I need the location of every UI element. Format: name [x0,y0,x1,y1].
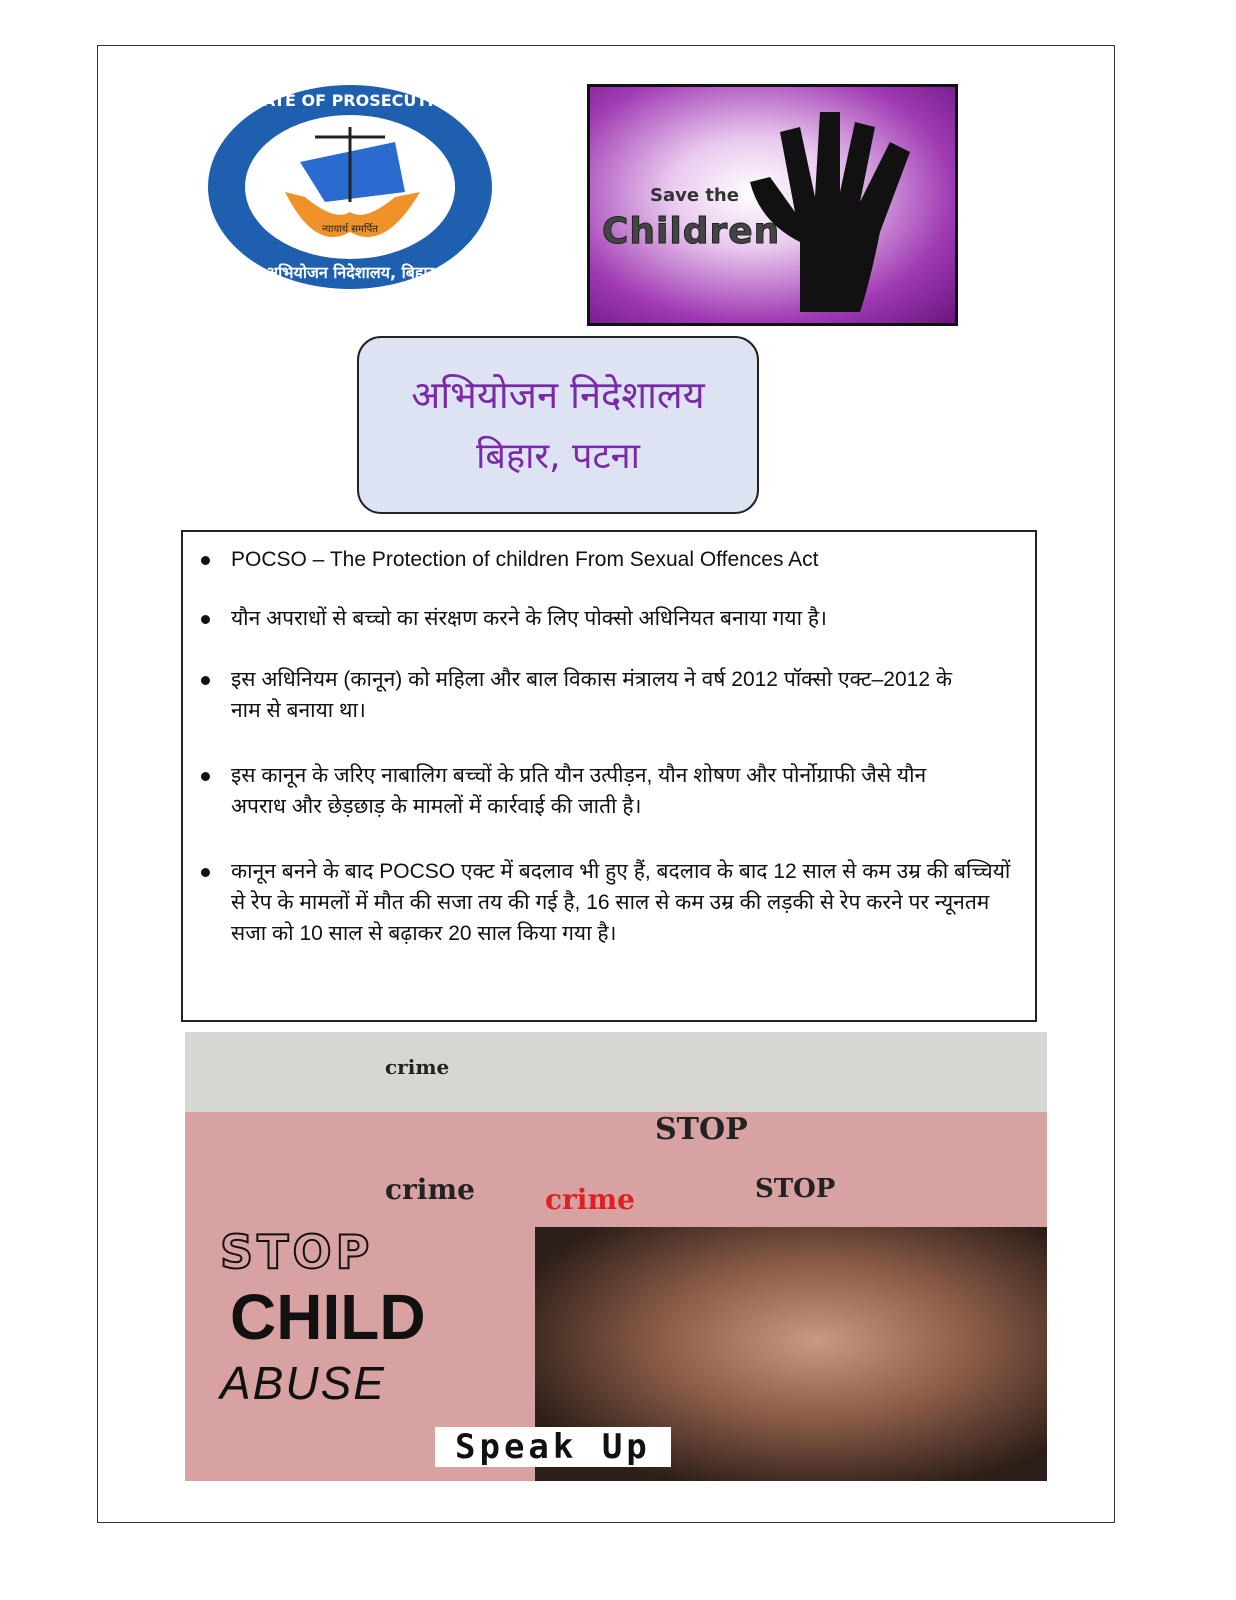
prosecution-logo [171,82,529,292]
title-line-2: बिहार, पटना [476,436,640,477]
logo-motto: न्यायार्थ समर्पित [321,224,379,235]
crime-word: crime [545,1183,635,1216]
info-bullet-list [181,530,1037,1022]
bullet-item: POCSO – The Protection of children From Sexual Offences Act [231,544,1017,575]
save-the-children-image [587,84,958,326]
save-the-text: Save the [650,185,739,206]
logo-outer-text: DIRECTORATE OF PROSECUTION, BIHAR [171,91,529,110]
children-text: Children [602,211,781,252]
poster-child: CHILD [230,1281,426,1353]
poster-stop: STOP [220,1225,374,1279]
crime-word: crime [385,1055,450,1079]
bullet-item: इस अधिनियम (कानून) को महिला और बाल विकास मंत्रालय ने वर्ष 2012 पॉक्सो एक्ट–2012 के नाम से बनाया था। [231,664,1017,726]
poster-top-band [185,1032,1047,1112]
stop-child-abuse-poster [185,1032,1047,1481]
bullet-item: इस कानून के जरिए नाबालिग बच्चों के प्रति यौन उत्पीड़न, यौन शोषण और पोर्नोग्राफी जैसे यौन अपराध और छेड़छाड़ के मामलों में कार्रवाई की जाती है। [231,760,1017,822]
bullet-item: यौन अपराधों से बच्चो का संरक्षण करने के लिए पोक्सो अधिनियत बनाया गया है। [231,603,1017,634]
poster-abuse: ABUSE [220,1357,386,1409]
stop-word: STOP [655,1112,748,1147]
crime-word: crime [385,1173,475,1206]
stop-word: STOP [755,1174,836,1204]
title-line-1: अभियोजन निदेशालय [411,373,705,417]
bullet-item: कानून बनने के बाद POCSO एक्ट में बदलाव भी हुए हैं, बदलाव के बाद 12 साल से कम उम्र की बच्चियों से रेप के मामलों में मौत की सजा तय की गई है, 16 साल से कम उम्र की लड़की से रेप करने पर न्यूनतम सजा को 10 साल से बढ़ाकर 20 साल किया गया है। [231,856,1017,949]
logo-hindi-text: अभियोजन निदेशालय, बिहार [265,263,435,282]
title-box [357,336,759,514]
poster-speak-up: Speak Up [435,1427,671,1467]
